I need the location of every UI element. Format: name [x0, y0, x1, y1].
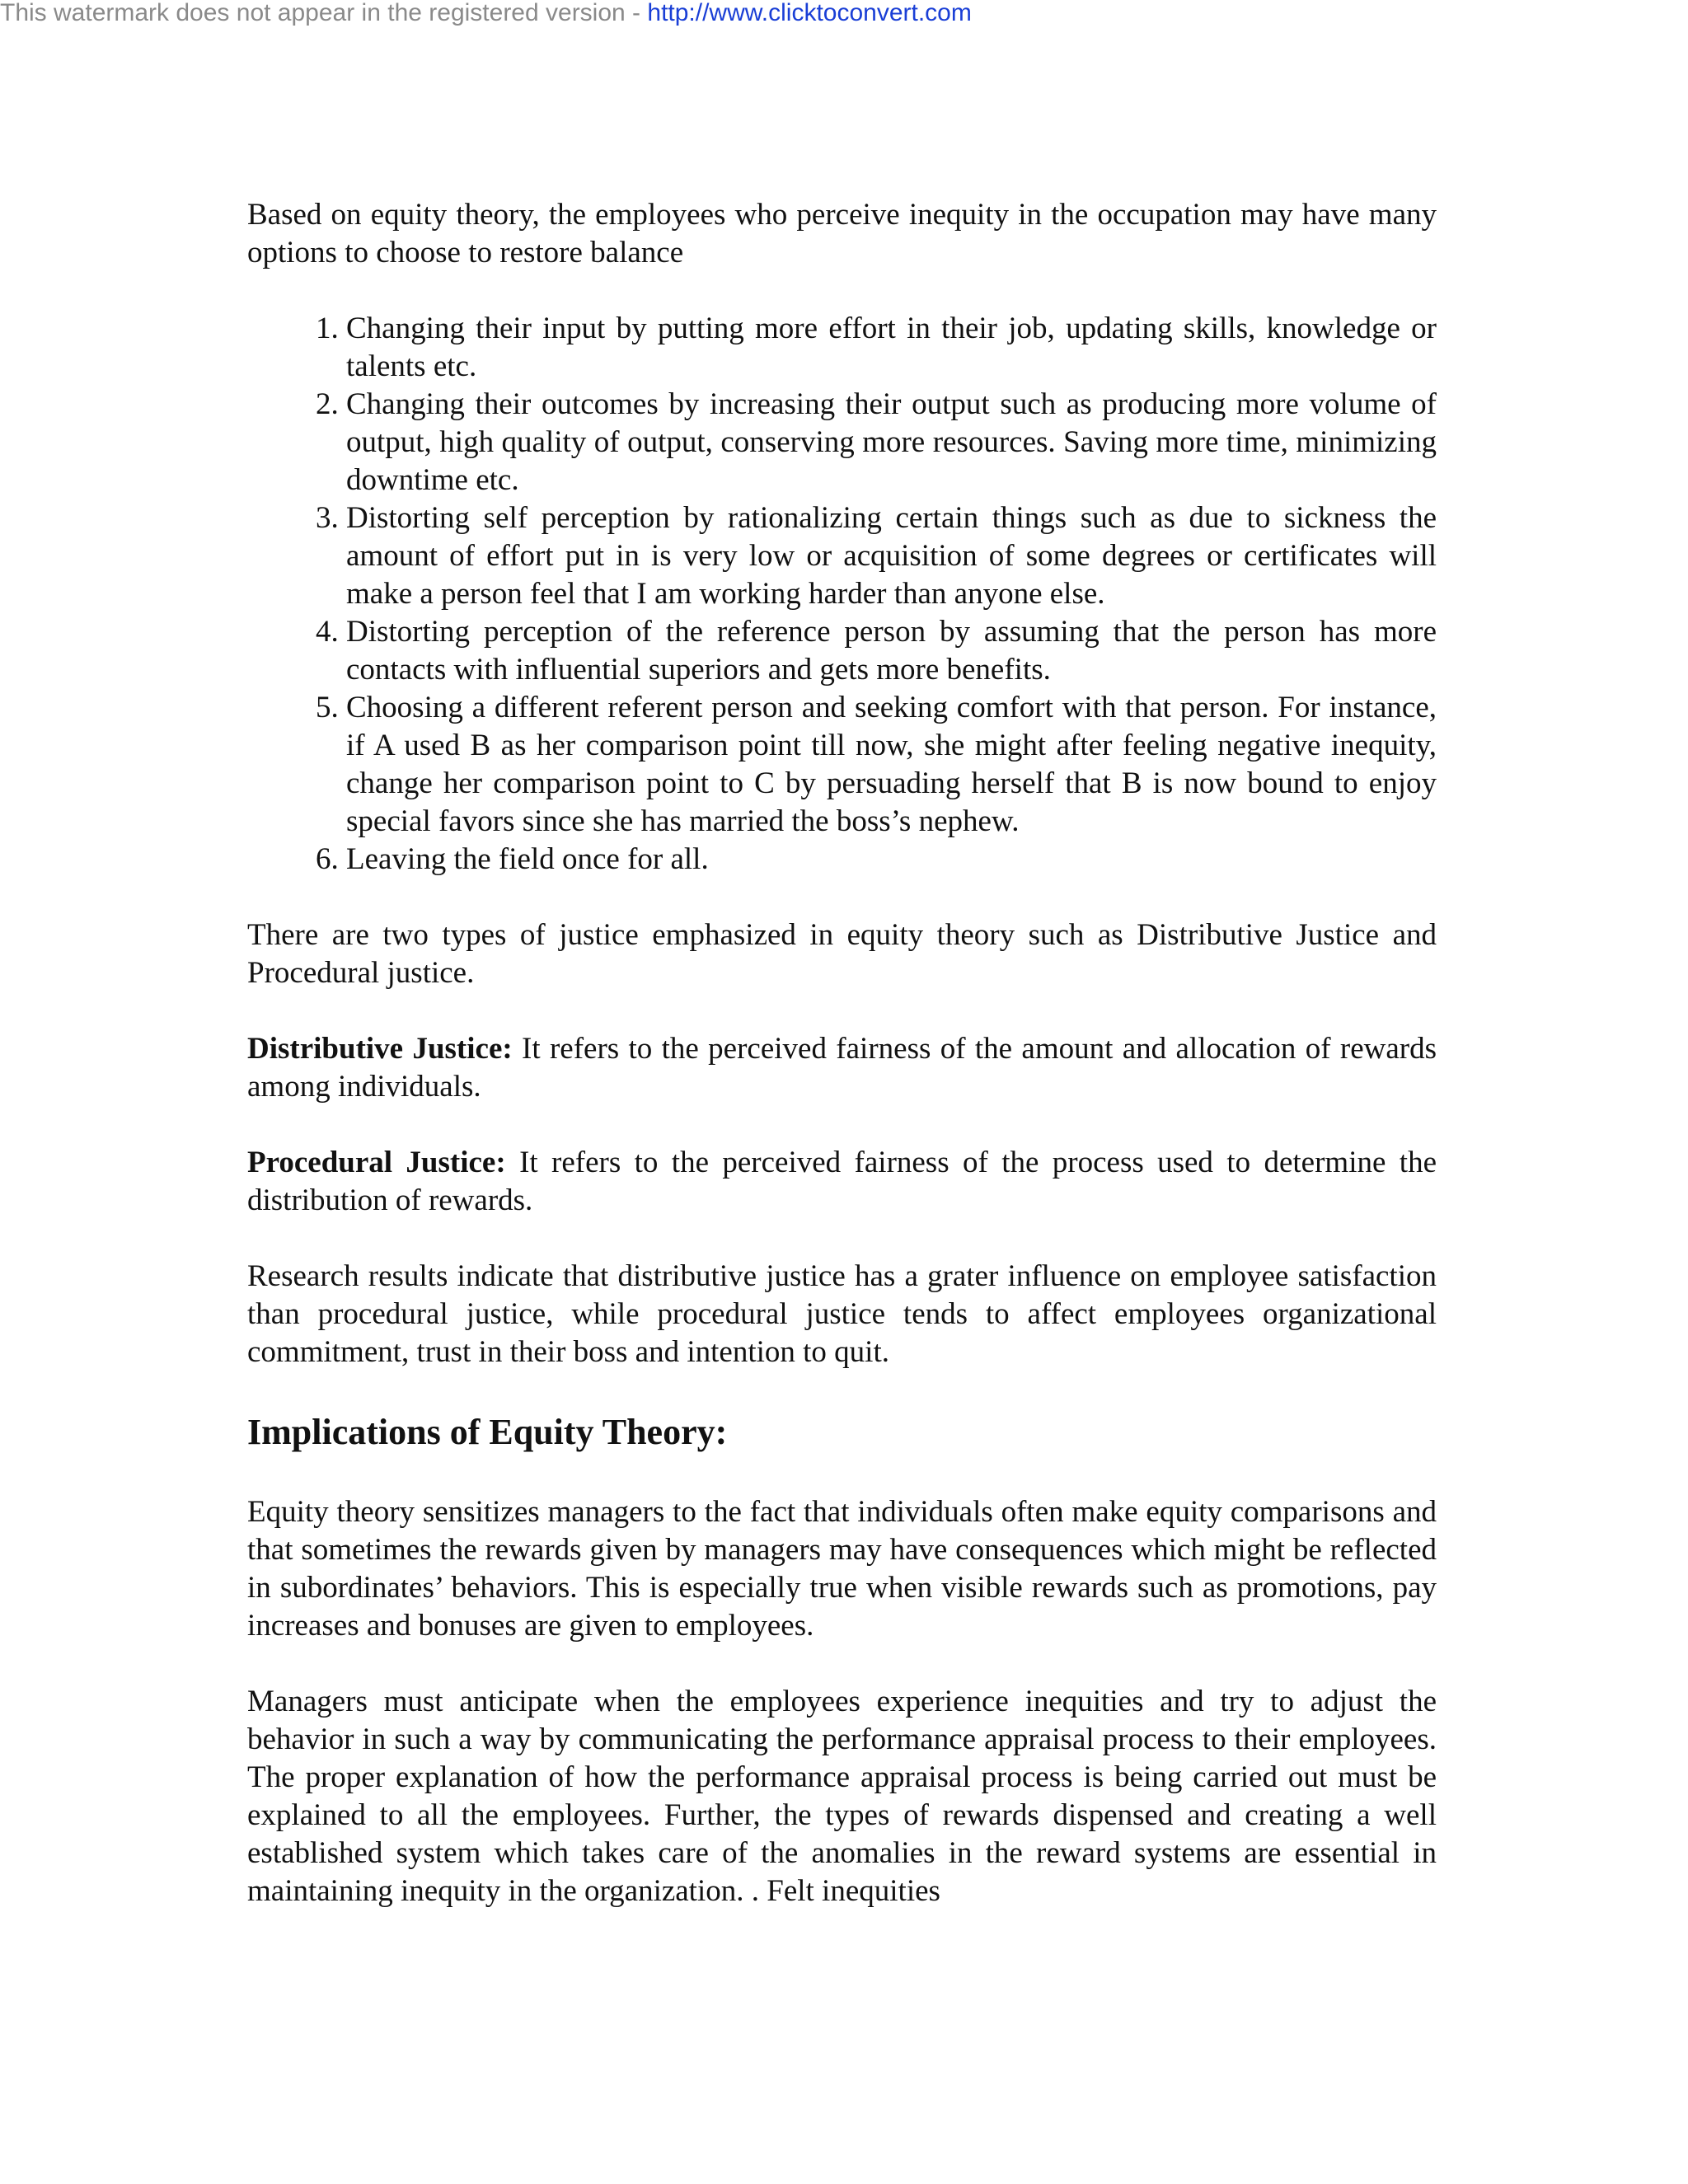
implications-heading: Implications of Equity Theory: — [247, 1412, 728, 1452]
watermark-text: This watermark does not appear in the registered version - — [0, 0, 648, 26]
distributive-justice-text: It refers to the perceived fairness of the amount and allocation of rewards among individuals. — [247, 1032, 1437, 1104]
procedural-justice-text: It refers to the perceived fairness of the process used to determine the distribution of rewards. — [247, 1146, 1437, 1217]
document-page — [247, 196, 1437, 1948]
implications-paragraph-1: Equity theory sensitizes managers to the fact that individuals often make equity comparisons and that sometimes the rewards given by managers may have consequences which might be reflected in subordinates’ behaviors. This is especially true when visible rewards such as promotions, pay increases and bonuses are given to employees. — [247, 1495, 1437, 1643]
procedural-justice-paragraph — [247, 1144, 1437, 1220]
watermark-link[interactable]: http://www.clicktoconvert.com — [647, 0, 972, 26]
justice-intro-paragraph: There are two types of justice emphasized in equity theory such as Distributive Justice and Procedural justice. — [247, 918, 1437, 990]
list-item: 5. Choosing a different referent person and seeking comfort with that person. For instance, if A used B as her comparison point till now, she might after feeling negative inequity, change her comparison point to C by persuading herself that B is now bound to enjoy special favors since she has married the boss’s nephew. — [346, 689, 1437, 841]
list-item: 3. Distorting self perception by rationalizing certain things such as due to sickness the amount of effort put in is very low or acquisition of some degrees or certificates will make a person feel that I am working harder than anyone else. — [346, 499, 1437, 613]
list-item: 2. Changing their outcomes by increasing their output such as producing more volume of output, high quality of output, conserving more resources. Saving more time, minimizing downtime etc. — [346, 386, 1437, 499]
list-item: 4. Distorting perception of the reference person by assuming that the person has more contacts with influential superiors and gets more benefits. — [346, 613, 1437, 689]
implications-paragraph-2: Managers must anticipate when the employees experience inequities and try to adjust the behavior in such a way by communicating the performance appraisal process to their employees. The proper explanation of how the performance appraisal process is being carried out must be explained to all the employees. Further, the types of rewards dispensed and creating a well established system which takes care of the anomalies in the reward systems are essential in maintaining inequity in the organization. . Felt inequities — [247, 1685, 1437, 1908]
list-item: 1. Changing their input by putting more effort in their job, updating skills, knowledge or talents etc. — [346, 310, 1437, 386]
watermark-banner — [0, 0, 972, 26]
procedural-justice-term: Procedural Justice: — [247, 1146, 506, 1179]
list-item: 6. Leaving the field once for all. — [346, 841, 1437, 879]
distributive-justice-paragraph — [247, 1030, 1437, 1106]
distributive-justice-term: Distributive Justice: — [247, 1032, 513, 1066]
intro-paragraph: Based on equity theory, the employees who perceive inequity in the occupation may have many options to choose to restore balance — [247, 198, 1437, 269]
research-paragraph: Research results indicate that distributive justice has a grater influence on employee satisfaction than procedural justice, while procedural justice tends to affect employees organizational commitment, trust in their boss and intention to quit. — [247, 1259, 1437, 1369]
options-list — [247, 310, 1437, 879]
